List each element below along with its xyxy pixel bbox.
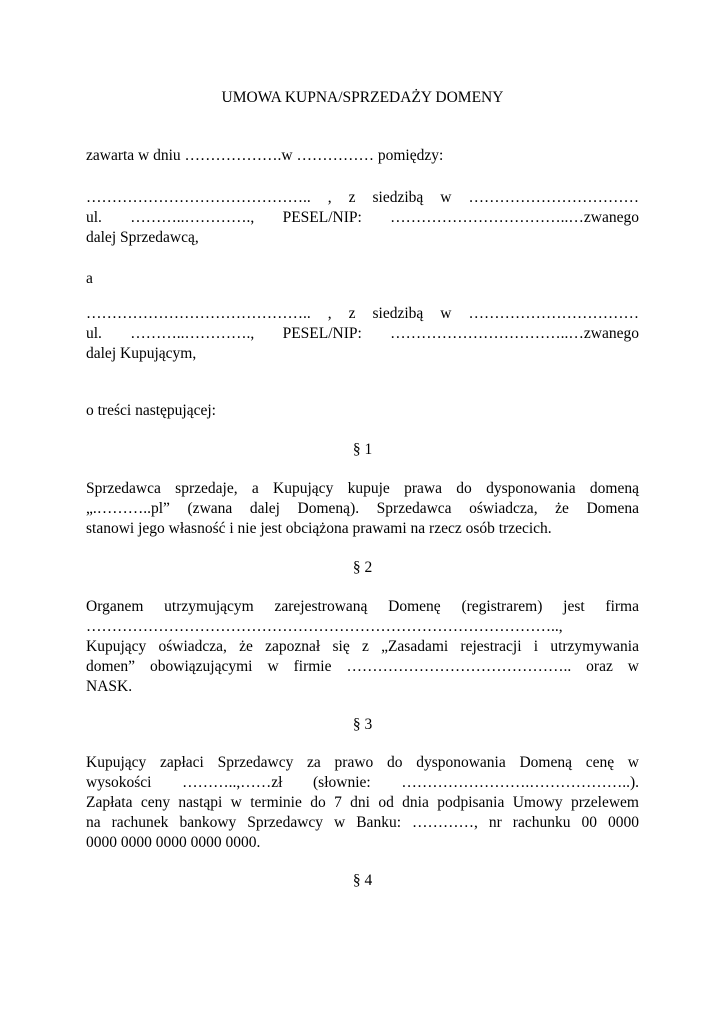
preamble: o treści następującej: — [86, 402, 216, 419]
section-2-line-2: ……………………………………………………………………………….., — [86, 618, 563, 635]
document-title: UMOWA KUPNA/SPRZEDAŻY DOMENY — [221, 89, 504, 106]
section-3-line-2: wysokości ………..,……zł (słownie: …………………….………………..). — [86, 774, 639, 791]
seller-line-2: ul. ………..…………., PESEL/NIP: ……………………………..…zwanego — [86, 209, 639, 226]
section-2-line-4: domen” obowiązującymi w firmie …………………………………….. oraz w — [86, 658, 639, 675]
section-2-line-5: NASK. — [86, 678, 133, 695]
section-2-line-1: Organem utrzymującym zarejestrowaną Domenę (registrarem) jest firma — [86, 598, 639, 615]
section-heading: § 4 — [352, 872, 373, 889]
section-heading: § 3 — [352, 716, 373, 733]
section-1-line-3: stanowi jego własność i nie jest obciążona prawami na rzecz osób trzecich. — [86, 520, 552, 537]
conjunction: a — [86, 270, 93, 287]
section-heading: § 1 — [352, 441, 373, 458]
section-3-line-4: na rachunek bankowy Sprzedawcy w Banku: …………, nr rachunku 00 0000 — [86, 814, 639, 831]
section-2-line-3: Kupujący oświadcza, że zapoznał się z „Zasadami rejestracji i utrzymywania — [86, 638, 639, 655]
section-3-line-1: Kupujący zapłaci Sprzedawcy za prawo do dysponowania Domeną cenę w — [86, 754, 639, 771]
buyer-line-3: dalej Kupującym, — [86, 345, 197, 362]
seller-line-1: …………………………………….. , z siedzibą w …………………………… — [86, 189, 639, 206]
section-1-line-1: Sprzedawca sprzedaje, a Kupujący kupuje prawa do dysponowania domeną — [86, 480, 639, 497]
buyer-line-1: …………………………………….. , z siedzibą w …………………………… — [86, 305, 639, 322]
section-heading: § 2 — [352, 559, 373, 576]
section-3-line-5: 0000 0000 0000 0000 0000. — [86, 834, 261, 851]
intro-line: zawarta w dniu ……………….w …………… pomiędzy: — [86, 147, 444, 164]
buyer-line-2: ul. ………..…………., PESEL/NIP: ……………………………..…zwanego — [86, 325, 639, 342]
section-3-line-3: Zapłata ceny nastąpi w terminie do 7 dni od dnia podpisania Umowy przelewem — [86, 794, 639, 811]
section-1-line-2: „.………..pl” (zwana dalej Domeną). Sprzedawca oświadcza, że Domena — [86, 500, 639, 517]
seller-line-3: dalej Sprzedawcą, — [86, 229, 199, 246]
